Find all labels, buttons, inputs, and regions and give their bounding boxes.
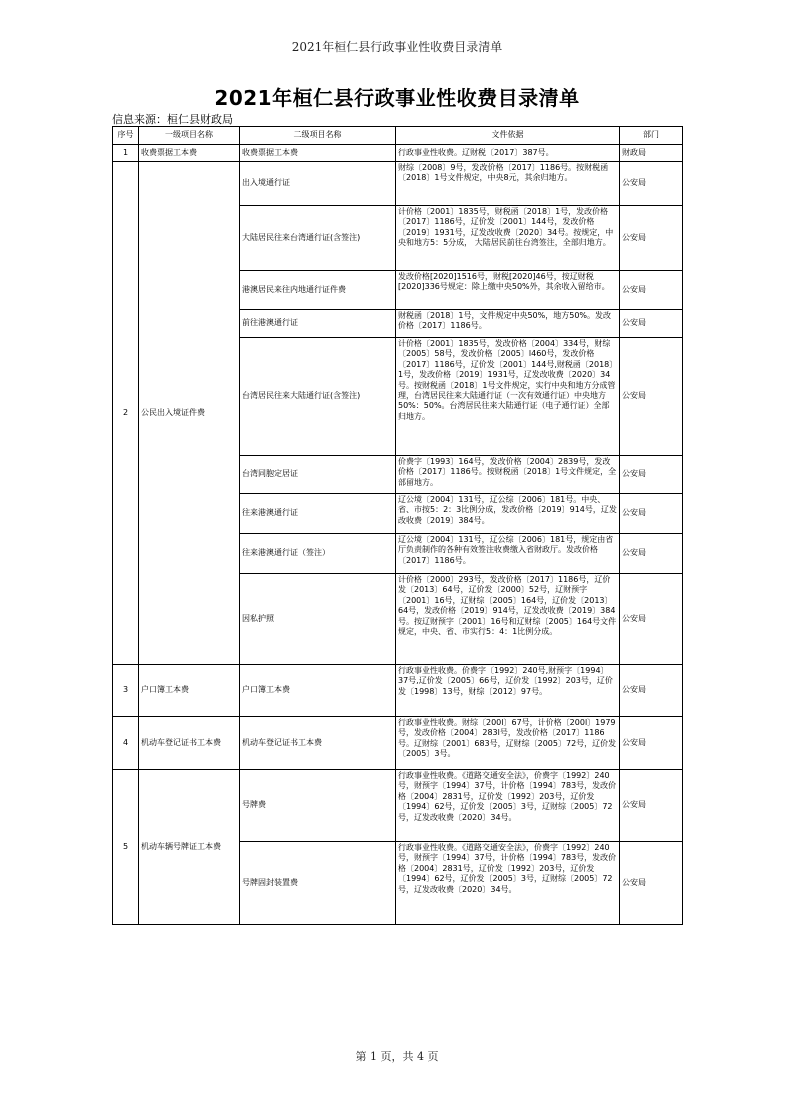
- cell-dept: 公安局: [620, 574, 683, 665]
- fee-table: [112, 126, 683, 925]
- cell-basis: [396, 338, 620, 456]
- page-title: 2021年桓仁县行政事业性收费目录清单: [214, 86, 580, 110]
- table-header-row: [113, 127, 683, 145]
- cell-seq: 3: [113, 665, 139, 717]
- basis-text: 价费字〔1993〕164号，发改价格〔2004〕2839号，发改价格〔2017〕1186号。按财税函〔2018〕1号文件规定，全部留地方。: [398, 457, 617, 487]
- cell-basis: [396, 206, 620, 271]
- cell-dept: 公安局: [620, 494, 683, 534]
- cell-level1: 公民出入境证件费: [139, 162, 240, 665]
- table-row: [113, 717, 683, 770]
- cell-dept: 公安局: [620, 534, 683, 574]
- header-seq: 序号: [113, 127, 139, 145]
- cell-level1: 机动车登记证书工本费: [139, 717, 240, 770]
- cell-dept: 公安局: [620, 310, 683, 338]
- cell-seq: 1: [113, 145, 139, 162]
- basis-text: 行政事业性收费。《道路交通安全法》，价费字〔1992〕240号，财预字〔1994〕37号，计价格〔1994〕783号，发改价格〔2004〕2831号，辽价发〔1992〕203号，辽价发〔1994〕62号，辽价发〔2005〕3号，辽财综〔2005〕72号，辽发改收费〔2020〕34号。: [398, 771, 617, 822]
- cell-basis: [396, 574, 620, 665]
- cell-dept: 公安局: [620, 842, 683, 925]
- page-footer: 第 1 页，共 4 页: [355, 1050, 439, 1063]
- cell-level2: 出入境通行证: [240, 162, 396, 206]
- cell-basis: [396, 162, 620, 206]
- cell-level2: 前往港澳通行证: [240, 310, 396, 338]
- cell-level2: 户口簿工本费: [240, 665, 396, 717]
- cell-basis: [396, 665, 620, 717]
- cell-level2: 台湾居民往来大陆通行证(含签注): [240, 338, 396, 456]
- cell-dept: 公安局: [620, 770, 683, 842]
- cell-dept: 公安局: [620, 338, 683, 456]
- cell-dept: 公安局: [620, 162, 683, 206]
- basis-text: 辽公境〔2004〕131号，辽公综〔2006〕181号，规定由省厅负责制作的各种有效签注收费缴入省财政厅。发改价格〔2017〕1186号。: [398, 535, 614, 565]
- basis-text: 行政事业性收费。《道路交通安全法》，价费字〔1992〕240号，财预字〔1994〕37号，计价格〔1994〕783号，发改价格〔2004〕2831号，辽价发〔1992〕203号，辽价发〔1994〕62号，辽价发〔2005〕3号，辽财综〔2005〕72号，辽发改收费〔2020〕34号。: [398, 843, 617, 894]
- basis-text: 计价格〔2001〕1835号，财税函〔2018〕1号，发改价格〔2017〕1186号，辽价发〔2001〕144号，发改价格〔2019〕1931号，辽发改收费〔2020〕34号。按规定，中央和地方5：5分成， 大陆居民前往台湾签注，全部归地方。: [398, 207, 614, 248]
- cell-dept: 公安局: [620, 456, 683, 494]
- cell-level2: 大陆居民往来台湾通行证(含签注): [240, 206, 396, 271]
- cell-level2: 号牌费: [240, 770, 396, 842]
- table-row: [113, 145, 683, 162]
- cell-basis: [396, 717, 620, 770]
- basis-text: 辽公境〔2004〕131号，辽公综〔2006〕181号。中央、省、市按5：2：3比例分成，发改价格〔2019〕914号，辽发改收费〔2019〕384号。: [398, 495, 617, 525]
- cell-level1: 机动车辆号牌证工本费: [139, 770, 240, 925]
- cell-level2: 机动车登记证书工本费: [240, 717, 396, 770]
- basis-text: 财综〔2008〕9号，发改价格〔2017〕1186号。按财税函〔2018〕1号文件规定，中央8元，其余归地方。: [398, 163, 609, 183]
- header-dept: 部门: [620, 127, 683, 145]
- basis-text: 计价格〔2001〕1835号，发改价格〔2004〕334号，财综〔2005〕58号，发改价格〔2005〕l460号，发改价格〔2017〕1186号，辽价发〔2001〕144号,财税函〔2018〕1号，发改价格〔2019〕1931号，辽发改收费〔2020〕34号。按财税函〔2018〕1号文件规定，实行中央和地方分成管理，台湾居民往来大陆通行证（一次有效通行证）中央地方50%：50%。台湾居民往来大陆通行证（电子通行证）全部归地方。: [398, 339, 616, 421]
- cell-level2: 港澳居民来往内地通行证件费: [240, 271, 396, 310]
- cell-dept: 公安局: [620, 717, 683, 770]
- basis-text: 发改价格[2020]1516号，财税[2020]46号，按辽财税[2020]336号规定：除上缴中央50%外，其余收入留给市。: [398, 272, 610, 292]
- table-row: [113, 162, 683, 206]
- cell-seq: 2: [113, 162, 139, 665]
- cell-basis: [396, 842, 620, 925]
- cell-basis: [396, 534, 620, 574]
- running-header: 2021年桓仁县行政事业性收费目录清单: [291, 40, 503, 54]
- cell-basis: [396, 271, 620, 310]
- cell-dept: 财政局: [620, 145, 683, 162]
- cell-level1: 户口簿工本费: [139, 665, 240, 717]
- cell-basis: [396, 494, 620, 534]
- cell-basis: [396, 770, 620, 842]
- cell-basis: [396, 310, 620, 338]
- cell-seq: 5: [113, 770, 139, 925]
- table-row: [113, 665, 683, 717]
- basis-text: 计价格〔2000〕293号，发改价格〔2017〕1186号，辽价发〔2013〕64号，辽价发〔2000〕52号，辽财预字〔2001〕16号，辽财综〔2005〕164号，辽价发〔2013〕64号，发改价格〔2019〕914号，辽发改收费〔2019〕384号。按辽财预字〔2001〕16号和辽财综〔2005〕164号文件规定，中央、省、市实行5：4：1比例分成。: [398, 575, 617, 636]
- cell-seq: 4: [113, 717, 139, 770]
- basis-text: 行政事业性收费。价费字〔1992〕240号,财预字〔1994〕37号,辽价发〔2005〕66号，辽价发〔1992〕203号，辽价发〔1998〕13号，财综〔2012〕97号。: [398, 666, 613, 696]
- cell-level2: 收费票据工本费: [240, 145, 396, 162]
- cell-level1: 收费票据工本费: [139, 145, 240, 162]
- header-level1: 一级项目名称: [139, 127, 240, 145]
- cell-level2: 号牌固封装置费: [240, 842, 396, 925]
- header-level2: 二级项目名称: [240, 127, 396, 145]
- cell-level2: 往来港澳通行证（签注）: [240, 534, 396, 574]
- basis-text: 行政事业性收费。辽财税〔2017〕387号。: [398, 147, 554, 157]
- cell-dept: 公安局: [620, 271, 683, 310]
- cell-dept: 公安局: [620, 206, 683, 271]
- cell-dept: 公安局: [620, 665, 683, 717]
- table-row: [113, 770, 683, 842]
- basis-text: 财税函〔2018〕1号，文件规定中央50%，地方50%。发改价格〔2017〕1186号。: [398, 311, 612, 331]
- cell-level2: 台湾同胞定居证: [240, 456, 396, 494]
- cell-basis: [396, 145, 620, 162]
- cell-basis: [396, 456, 620, 494]
- cell-level2: 往来港澳通行证: [240, 494, 396, 534]
- basis-text: 行政事业性收费。财综〔200l〕67号，计价格〔200l〕1979号，发改价格〔2004〕283l号，发改价格〔2017〕1186号。辽财综〔2001〕683号，辽财综〔2005〕72号，辽价发〔2005〕3号。: [398, 718, 617, 759]
- cell-level2: 因私护照: [240, 574, 396, 665]
- header-basis: 文件依据: [396, 127, 620, 145]
- info-source: 信息来源：桓仁县财政局: [112, 113, 233, 126]
